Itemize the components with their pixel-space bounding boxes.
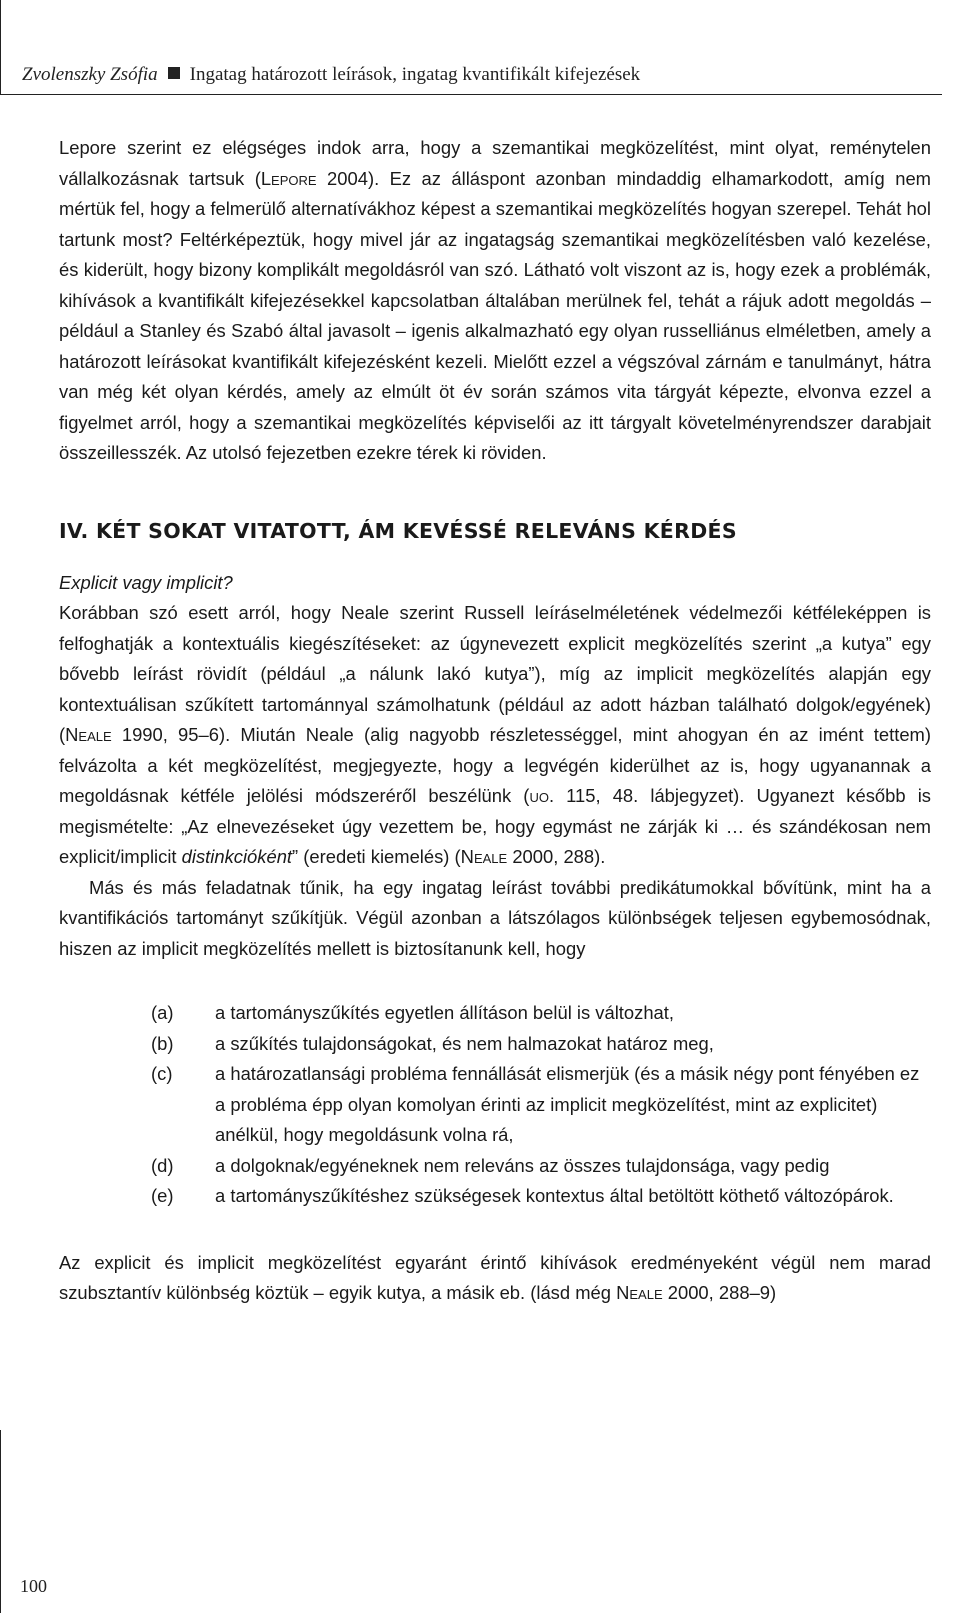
text-run: ” (eredeti kiemelés) ( — [292, 846, 461, 867]
text-run: 2000, 288). — [507, 846, 606, 867]
running-head-title: Ingatag határozott leírások, ingatag kvantifikált kifejezések — [189, 64, 641, 85]
paragraph-1 — [59, 133, 931, 469]
list-label: (d) — [151, 1154, 174, 1176]
list-label: (b) — [151, 1032, 174, 1054]
list-text: a határozatlansági probléma fennállását elismerjük (és a másik négy pont fényében ez a probléma épp olyan komolyan érinti az implicit megközelítést, mint az explicitet) anélkül, hogy megoldásunk volna rá, — [215, 1063, 920, 1145]
list-item — [151, 1059, 931, 1151]
emphasis: distinkcióként — [181, 846, 293, 867]
list-item — [151, 1029, 931, 1060]
list-label: (c) — [151, 1063, 173, 1084]
subsection-heading: Explicit vagy implicit? — [59, 571, 233, 593]
list-text: a tartományszűkítéshez szükségesek kontextus által betöltött köthető változópárok. — [215, 1185, 894, 1206]
margin-rule — [0, 1430, 1, 1613]
section-heading: IV. KÉT SOKAT VITATOTT, ÁM KEVÉSSÉ RELEVÁNS KÉRDÉS — [59, 518, 737, 543]
square-bullet-icon — [168, 67, 180, 79]
enumerated-list — [151, 998, 931, 1212]
citation: Lepore — [260, 167, 317, 189]
list-label: (a) — [151, 1002, 174, 1023]
list-item — [151, 998, 931, 1029]
text-run: Korábban szó esett arról, hogy Neale szerint Russell leíráselméletének védelmezői kétféleképpen is felfoghatják a kontextuális kiegészítéseket: az úgynevezett explicit megközelítés szerint „a kutya” egy bővebb leírást rövidít (például „a nálunk lakó kutya”), míg az implicit megközelítés alapján egy kontextuálisan szűkített tartománnyal számolhatunk (például az adott házban található dolgok/egyének) ( — [59, 602, 931, 745]
list-item — [151, 1181, 931, 1212]
list-text: a tartományszűkítés egyetlen állításon belül is változhat, — [215, 1002, 674, 1023]
citation: Neale — [460, 846, 508, 867]
list-text: a dolgoknak/egyéneknek nem releváns az összes tulajdonsága, vagy pedig — [215, 1154, 830, 1176]
text-run: Az explicit és implicit megközelítést egyaránt érintő kihívások eredményeként végül nem marad szubsztantív különbség köztük – egyik kutya, a másik eb. (lásd még — [59, 1251, 931, 1303]
list-item — [151, 1151, 931, 1182]
text-run: 115, 48. lábjegyzet). Ugyanezt később is megismételte: „Az elnevezéseket úgy vezettem be, hogy egymást ne zárják ki … és szándékosan nem explicit/implicit — [59, 785, 931, 867]
paragraph-3: Más és más feladatnak tűnik, ha egy ingatag leírást további predikátumokkal bővítünk, mint ha a kvantifikációs tartományt szűkítjük. Végül azonban a látszólagos különbségek teljesen egybemosódnak, hiszen az implicit megközelítés mellett is biztosítanunk kell, hogy — [59, 876, 931, 959]
text-run: 2000, 288–9) — [662, 1282, 777, 1303]
list-text: a szűkítés tulajdonságokat, és nem halmazokat határoz meg, — [215, 1032, 714, 1054]
citation: uo. — [529, 785, 555, 806]
page-body — [59, 133, 931, 1309]
paragraph-4 — [59, 1248, 931, 1309]
text-run: 1990, 95–6). Miután Neale (alig nagyobb részletességgel, mint ahogyan én az imént tettem) felvázolta a két megközelítést, megjegyezte, hogy a legvégén kiderülhet az is, hogy ugyanannak a megoldásnak kétféle jelölési módszeréről beszélünk ( — [59, 724, 931, 806]
running-head-author: Zvolenszky Zsófia — [22, 64, 158, 85]
citation: Neale — [65, 724, 112, 745]
page-number: 100 — [20, 1576, 47, 1596]
paragraph-2 — [59, 598, 931, 873]
text-run: 2004). Ez az álláspont azonban mindaddig elhamarkodott, amíg nem mértük fel, hogy a felmerülő alternatívákhoz képest a szemantikai megközelítés hogyan szerepel. Tehát hol tartunk most? Feltérképeztük, hogy mivel jár az ingatagság szemantikai megközelítésben való kezelése, és kiderült, hogy bizony komplikált megoldásról van szó. Látható volt viszont az is, hogy ezek a problémák, kihívások a kvantifikált kifejezésekkel kapcsolatban általában merülnek fel, tehát a rájuk adott megoldás – például a Stanley és Szabó által javasolt – igenis alkalmazható egy olyan russelliánus elméletben, amely a határozott leírásokat kvantifikált kifejezésként kezeli. Mielőtt ezzel a végszóval zárnám e tanulmányt, hátra van még két olyan kérdés, amely az elmúlt öt év során számos vita tárgyát képezte, elvonva ezzel a figyelmet arról, hogy a szemantikai megközelítés képviselői az itt tárgyalt követelményrendszer darabjait összeillesszék. Az utolsó fejezetben ezekre térek ki röviden. — [59, 167, 931, 463]
list-label: (e) — [151, 1185, 174, 1206]
running-head — [22, 64, 640, 86]
citation: Neale — [616, 1282, 663, 1303]
text-run: Lepore szerint ez elégséges indok arra, hogy a szemantikai megközelítést, mint olyat, reménytelen vállalkozásnak tartsuk ( — [59, 137, 931, 189]
